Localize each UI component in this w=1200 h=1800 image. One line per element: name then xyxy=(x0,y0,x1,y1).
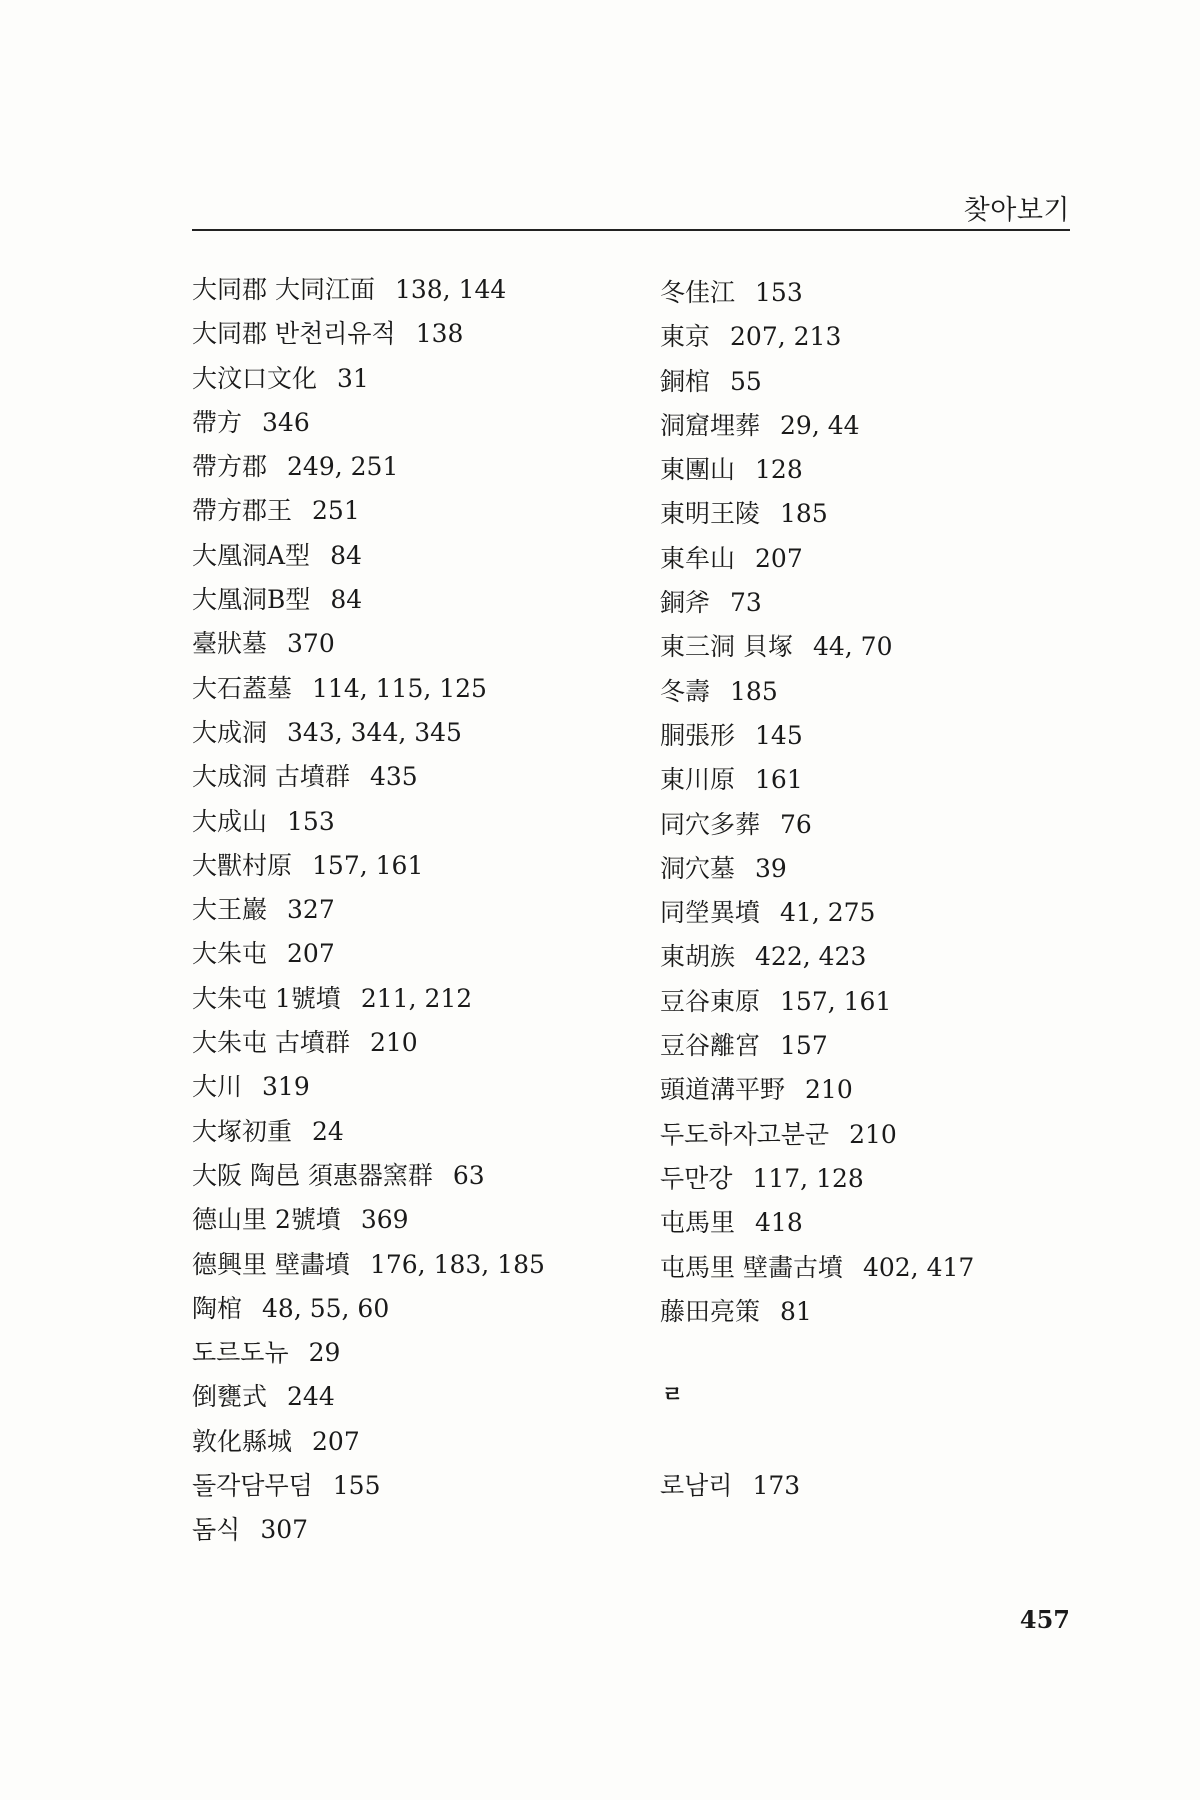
index-pages: 31 xyxy=(337,363,369,393)
index-pages: 435 xyxy=(369,762,418,792)
index-term: 胴張形 xyxy=(660,720,736,750)
index-entry xyxy=(192,711,545,755)
index-entry xyxy=(660,1290,974,1334)
index-pages: 210 xyxy=(849,1119,897,1149)
index-pages: 185 xyxy=(730,676,778,706)
index-term: 東川原 xyxy=(660,765,736,795)
index-term: 頭道溝平野 xyxy=(660,1075,786,1105)
index-entry xyxy=(660,537,974,581)
index-term: 돌각담무덤 xyxy=(192,1471,313,1501)
index-term: 豆谷東原 xyxy=(660,986,761,1016)
index-term: 大阪 陶邑 須惠器窯群 xyxy=(192,1160,433,1190)
index-pages: 249, 251 xyxy=(287,452,399,482)
index-pages: 327 xyxy=(287,895,335,925)
index-pages: 210 xyxy=(369,1028,418,1058)
index-term: 大凰洞B型 xyxy=(192,585,311,615)
index-pages: 117, 128 xyxy=(752,1163,864,1193)
index-term: 洞穴墓 xyxy=(660,853,736,883)
index-term: 同穴多葬 xyxy=(660,809,761,839)
index-pages: 73 xyxy=(730,588,762,618)
index-entry xyxy=(192,1420,545,1464)
index-pages: 251 xyxy=(312,496,360,526)
index-entry xyxy=(660,625,974,669)
index-term: 大王巖 xyxy=(192,895,268,925)
index-term: 大朱屯 xyxy=(192,939,268,969)
index-entry xyxy=(660,803,974,847)
index-entry xyxy=(660,581,974,625)
index-pages: 244 xyxy=(287,1382,335,1412)
index-entry xyxy=(192,844,545,888)
index-entry xyxy=(660,448,974,492)
index-pages: 55 xyxy=(730,366,762,396)
index-term: 東三洞 貝塚 xyxy=(660,632,793,662)
index-pages: 211, 212 xyxy=(360,983,473,1013)
index-pages: 76 xyxy=(780,809,812,839)
index-pages: 157, 161 xyxy=(780,986,892,1016)
index-pages: 157, 161 xyxy=(312,850,424,880)
index-term: 돔식 xyxy=(192,1515,241,1545)
index-pages: 157 xyxy=(780,1031,828,1061)
index-entry xyxy=(192,888,545,932)
index-entry xyxy=(660,1068,974,1112)
index-pages: 153 xyxy=(287,806,335,836)
index-pages: 307 xyxy=(260,1515,309,1545)
index-entry xyxy=(192,932,545,976)
index-entry xyxy=(192,268,545,312)
index-entry xyxy=(660,492,974,536)
index-entry xyxy=(192,445,545,489)
index-entry xyxy=(192,1464,545,1508)
index-pages: 207, 213 xyxy=(730,322,842,352)
index-pages: 155 xyxy=(332,1471,381,1501)
index-entry xyxy=(660,404,974,448)
index-pages: 176, 183, 185 xyxy=(369,1249,545,1279)
index-column-right-after-section xyxy=(660,1464,800,1508)
index-term: 두만강 xyxy=(660,1163,733,1193)
index-pages: 114, 115, 125 xyxy=(312,673,487,703)
index-term: 東團山 xyxy=(660,455,736,485)
index-entry xyxy=(192,1508,545,1552)
index-entry xyxy=(660,980,974,1024)
index-pages: 207 xyxy=(755,543,803,573)
index-entry xyxy=(192,800,545,844)
index-term: 德山里 2號墳 xyxy=(192,1205,341,1235)
index-entry xyxy=(660,935,974,979)
index-column-right xyxy=(660,271,974,1334)
index-term: 屯馬里 xyxy=(660,1208,736,1238)
index-pages: 44, 70 xyxy=(812,632,893,662)
index-pages: 138, 144 xyxy=(394,275,507,304)
index-entry xyxy=(192,1154,545,1198)
index-entry xyxy=(192,755,545,799)
index-term: 陶棺 xyxy=(192,1293,243,1323)
index-pages: 207 xyxy=(312,1426,360,1456)
index-term: 大塚初重 xyxy=(192,1116,293,1146)
index-term: 同塋異墳 xyxy=(660,898,761,928)
index-pages: 128 xyxy=(755,455,803,485)
index-pages: 29 xyxy=(308,1338,341,1368)
index-term: 銅斧 xyxy=(660,588,711,618)
index-pages: 84 xyxy=(330,540,362,570)
index-pages: 29, 44 xyxy=(780,410,860,440)
index-term: 帶方郡王 xyxy=(192,496,293,526)
index-term: 로남리 xyxy=(660,1471,733,1500)
index-term: 大凰洞A型 xyxy=(192,540,311,570)
index-entry xyxy=(660,670,974,714)
index-term: 帶方郡 xyxy=(192,452,268,482)
index-entry xyxy=(192,578,545,622)
index-entry xyxy=(192,1287,545,1331)
index-pages: 24 xyxy=(312,1116,344,1146)
index-term: 帶方 xyxy=(192,407,243,437)
index-term: 大成山 xyxy=(192,806,268,836)
index-entry xyxy=(192,622,545,666)
index-pages: 210 xyxy=(805,1075,853,1105)
index-term: 屯馬里 壁畵古墳 xyxy=(660,1252,843,1282)
index-pages: 346 xyxy=(262,407,310,437)
index-term: 東胡族 xyxy=(660,942,736,972)
index-entry xyxy=(660,1464,800,1508)
index-entry xyxy=(192,1198,545,1242)
index-term: 大同郡 大同江面 xyxy=(192,275,375,304)
index-column-left xyxy=(192,268,545,1553)
index-term: 大川 xyxy=(192,1072,243,1102)
index-entry xyxy=(660,315,974,359)
index-entry xyxy=(660,1113,974,1157)
index-entry xyxy=(192,357,545,401)
index-pages: 138 xyxy=(415,319,464,349)
index-term: 東明王陵 xyxy=(660,499,761,529)
index-term: 大成洞 古墳群 xyxy=(192,762,350,792)
index-pages: 369 xyxy=(360,1205,409,1235)
index-entry xyxy=(660,1024,974,1068)
index-entry xyxy=(192,1331,545,1375)
index-entry xyxy=(192,667,545,711)
index-term: 大同郡 반천리유적 xyxy=(192,319,396,349)
index-entry xyxy=(660,1246,974,1290)
index-pages: 84 xyxy=(330,585,363,615)
index-entry xyxy=(660,271,974,315)
index-pages: 185 xyxy=(780,499,828,529)
index-entry xyxy=(660,714,974,758)
index-term: 冬壽 xyxy=(660,676,711,706)
index-entry xyxy=(192,1243,545,1287)
index-pages: 153 xyxy=(755,278,803,307)
index-term: 德興里 壁畵墳 xyxy=(192,1249,350,1279)
index-entry xyxy=(660,1157,974,1201)
index-pages: 370 xyxy=(287,629,335,659)
index-pages: 173 xyxy=(752,1471,801,1500)
index-entry xyxy=(192,1065,545,1109)
index-pages: 145 xyxy=(755,720,803,750)
index-term: 銅棺 xyxy=(660,366,711,396)
index-pages: 48, 55, 60 xyxy=(262,1293,390,1323)
index-pages: 63 xyxy=(452,1160,485,1190)
index-entry xyxy=(660,1201,974,1245)
index-entry xyxy=(660,360,974,404)
index-entry xyxy=(192,1110,545,1154)
index-entry xyxy=(192,401,545,445)
index-pages: 343, 344, 345 xyxy=(287,717,462,747)
index-pages: 402, 417 xyxy=(862,1252,975,1282)
index-pages: 422, 423 xyxy=(755,942,867,972)
index-entry xyxy=(192,534,545,578)
index-term: 倒甕式 xyxy=(192,1382,268,1412)
index-term: 大朱屯 古墳群 xyxy=(192,1028,350,1058)
index-term: 大石蓋墓 xyxy=(192,673,293,703)
index-pages: 207 xyxy=(287,939,335,969)
index-entry xyxy=(192,312,545,356)
index-pages: 161 xyxy=(755,765,803,795)
index-term: 大成洞 xyxy=(192,717,268,747)
index-entry xyxy=(192,1375,545,1419)
index-term: 冬佳江 xyxy=(660,278,736,307)
index-term: 豆谷離宮 xyxy=(660,1031,761,1061)
index-term: 洞窟埋葬 xyxy=(660,410,761,440)
index-pages: 319 xyxy=(262,1072,310,1102)
index-term: 東牟山 xyxy=(660,543,736,573)
running-header-title: 찾아보기 xyxy=(963,195,1070,226)
index-entry xyxy=(660,758,974,802)
index-term: 藤田亮策 xyxy=(660,1296,761,1326)
index-entry xyxy=(192,489,545,533)
index-pages: 81 xyxy=(780,1296,812,1326)
index-entry xyxy=(192,1021,545,1065)
page-number: 457 xyxy=(1019,1605,1070,1634)
index-term: 大汶口文化 xyxy=(192,363,318,393)
index-term: 大朱屯 1號墳 xyxy=(192,983,341,1013)
index-entry xyxy=(660,891,974,935)
index-pages: 39 xyxy=(755,853,787,883)
index-entry xyxy=(660,847,974,891)
section-heading: ㄹ xyxy=(662,1383,684,1408)
index-term: 臺狀墓 xyxy=(192,629,268,659)
index-term: 도르도뉴 xyxy=(192,1338,289,1368)
index-pages: 418 xyxy=(755,1208,803,1238)
index-entry xyxy=(192,977,545,1021)
header-rule xyxy=(192,229,1070,231)
index-term: 東京 xyxy=(660,322,711,352)
index-term: 大獸村原 xyxy=(192,850,293,880)
index-term: 敦化縣城 xyxy=(192,1426,293,1456)
index-pages: 41, 275 xyxy=(780,898,876,928)
index-term: 두도하자고분군 xyxy=(660,1119,830,1149)
